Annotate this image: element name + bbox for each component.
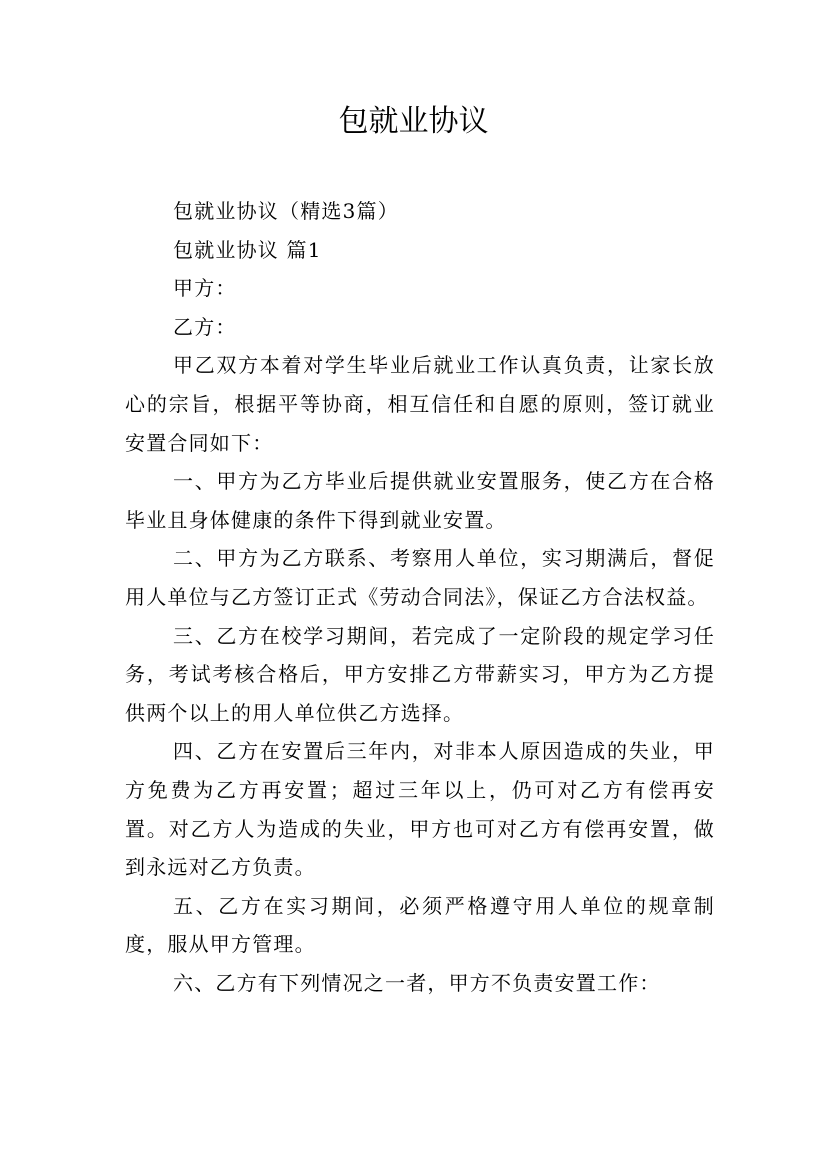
document-title: 包就业协议 — [338, 104, 489, 139]
clause-3: 三、乙方在校学习期间，若完成了一定阶段的规定学习任务，考试考核合格后，甲方安排乙方带薪实习，甲方为乙方提供两个以上的用人单位供乙方选择。 — [125, 623, 715, 725]
document-body — [125, 192, 715, 1002]
subtitle-collection: 包就业协议（精选3篇） — [173, 199, 399, 223]
party-b-line: 乙方： — [173, 314, 237, 339]
clause-2: 二、甲方为乙方联系、考察用人单位，实习期满后，督促用人单位与乙方签订正式《劳动合同法》，保证乙方合法权益。 — [125, 546, 715, 609]
preamble-paragraph: 甲乙双方本着对学生毕业后就业工作认真负责，让家长放心的宗旨，根据平等协商，相互信任和自愿的原则，签订就业安置合同如下： — [125, 353, 715, 455]
clause-1: 一、甲方为乙方毕业后提供就业安置服务，使乙方在合格毕业且身体健康的条件下得到就业安置。 — [125, 469, 715, 532]
clause-4: 四、乙方在安置后三年内，对非本人原因造成的失业，甲方免费为乙方再安置；超过三年以上，仍可对乙方有偿再安置。对乙方人为造成的失业，甲方也可对乙方有偿再安置，做到永远对乙方负责。 — [125, 739, 715, 880]
clause-6: 六、乙方有下列情况之一者，甲方不负责安置工作： — [173, 970, 661, 995]
section-heading: 包就业协议 篇1 — [173, 237, 322, 262]
party-a-line: 甲方： — [173, 276, 237, 301]
clause-5: 五、乙方在实习期间，必须严格遵守用人单位的规章制度，服从甲方管理。 — [125, 893, 715, 957]
